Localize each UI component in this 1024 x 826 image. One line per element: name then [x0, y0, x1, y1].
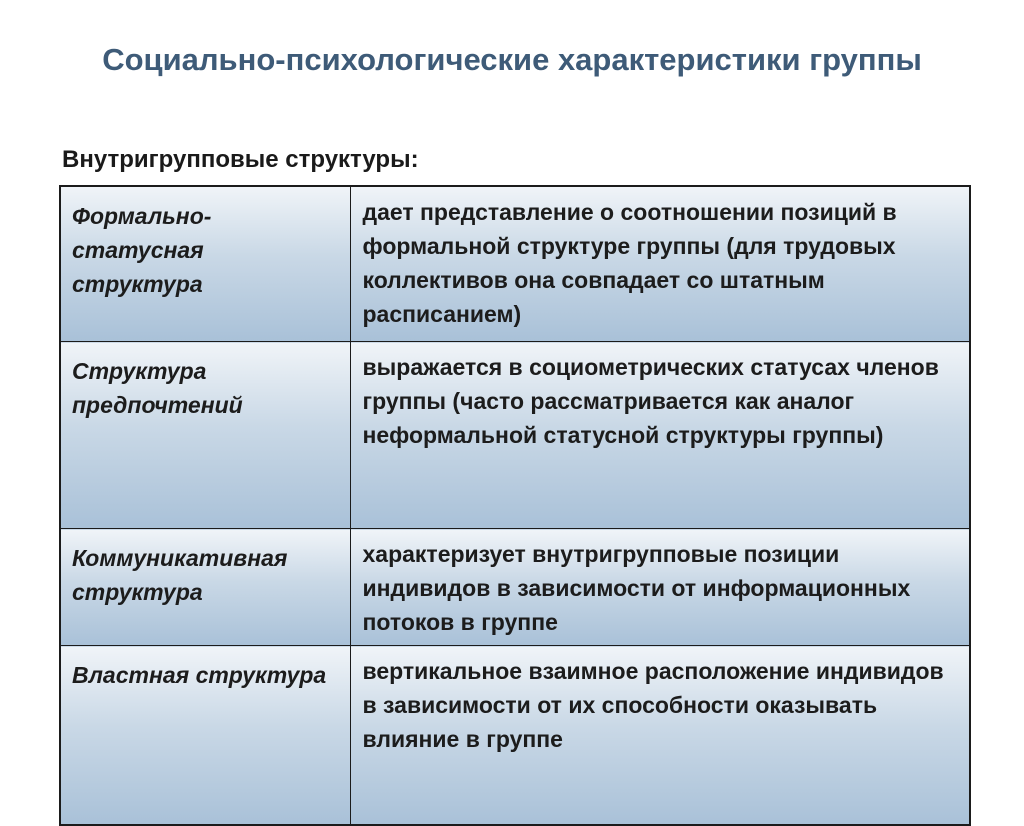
table-row — [60, 529, 970, 646]
structure-term: Формально-статусная структура — [60, 186, 350, 342]
structure-term: Властная структура — [60, 646, 350, 826]
structure-description: выражается в социометрических статусах членов группы (часто рассматривается как аналог неформальной статусной структуры группы) — [350, 342, 970, 529]
structure-description: дает представление о соотношении позиций в формальной структуре группы (для трудовых коллективов она совпадает со штатным расписанием) — [350, 186, 970, 342]
slide-title: Социально-психологические характеристики группы — [102, 42, 922, 77]
structure-term: Структура предпочтений — [60, 342, 350, 529]
subheading: Внутригрупповые структуры: — [62, 146, 419, 173]
structure-term: Коммуникативная структура — [60, 529, 350, 646]
structures-table — [59, 185, 971, 826]
table-row — [60, 646, 970, 826]
table-row — [60, 186, 970, 342]
structure-description: вертикальное взаимное расположение индивидов в зависимости от их способности оказывать влияние в группе — [350, 646, 970, 826]
table-row — [60, 342, 970, 529]
structure-description: характеризует внутригрупповые позиции индивидов в зависимости от информационных потоков в группе — [350, 529, 970, 646]
